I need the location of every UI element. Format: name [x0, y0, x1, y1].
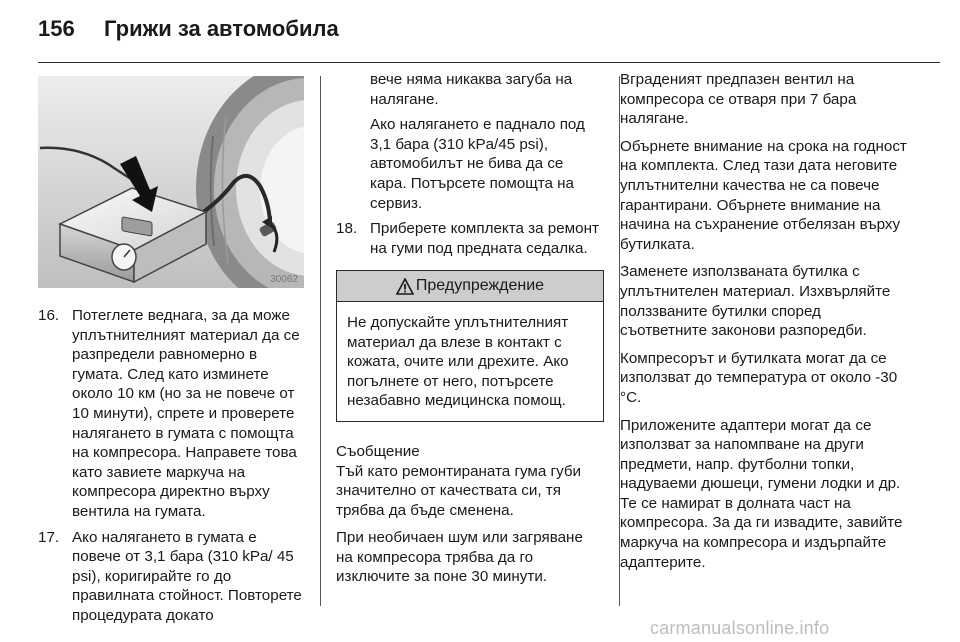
paragraph-text: Ако налягането е паднало под 3,1 бара (310 kPa/45 psi), автомобилът не бива да се кара. Потърсете помощта на сервиз. [370, 116, 585, 212]
paragraph: Вграденият предпазен вентил на компресора се отваря при 7 бара налягане. [620, 71, 857, 128]
paragraph: Компресорът и бутилката могат да се използват до температура от около -30 °C. [620, 349, 898, 406]
warning-triangle-icon [396, 278, 414, 295]
step-17-continued [336, 70, 602, 109]
paragraph: Заменете използваната бутилка с уплътнителен материал. Изхвърляйте полззваните бутилки според съответните законови разпоредби. [620, 263, 891, 340]
warning-title: Предупреждение [415, 277, 545, 295]
column-3 [620, 70, 910, 580]
compressor-illustration [38, 76, 304, 288]
watermark: carmanualsonline.info [650, 618, 830, 638]
pressure-drop-paragraph [336, 115, 602, 213]
step-text: Потеглете веднага, за да може уплътнителният материал да се разпредели равномерно в гумата. След като изминете около 10 км (но за не повече от 10 минути), спрете и проверете налягането в гумата с помощта на компресора. Направете това като завиете маркуча на компресора директно върху вентила на гумата. [72, 307, 300, 520]
step-number: 18. [336, 220, 358, 238]
step-text: Приберете комплекта за ремонт на гуми под предната седалка. [370, 220, 599, 257]
step-number: 17. [38, 528, 60, 546]
step-17 [38, 528, 304, 626]
note-title: Съобщение [336, 442, 420, 460]
warning-box [336, 270, 604, 422]
column-divider-1 [320, 76, 321, 606]
step-16 [38, 306, 304, 522]
noise-paragraph: При необичаен шум или загряване на компресора трябва да го изключите за поне 30 минути. [336, 529, 583, 586]
step-18 [336, 219, 602, 258]
figure-number: 30062 [270, 274, 298, 285]
header-divider [38, 62, 940, 63]
compressor-tyre-drawing [38, 76, 304, 288]
page-header [38, 16, 339, 46]
column-1 [38, 306, 304, 632]
page-title: Грижи за автомобила [104, 16, 339, 41]
column-2 [336, 70, 602, 595]
page-number: 156 [38, 16, 75, 41]
warning-header [337, 271, 603, 302]
note-text: Тъй като ремонтираната гума губи значително от качествата си, тя трябва да бъде сменена. [336, 462, 582, 519]
step-number: 16. [38, 307, 60, 324]
paragraph: Обърнете внимание на срока на годност на комплекта. След тази дата неговите уплътнителни качества не са повече гарантирани. Обърнете внимание на начина на съхранение отбелязан върху бутилката. [620, 137, 907, 253]
step-text: вече няма никаква загуба на налягане. [370, 71, 573, 108]
step-text: Ако налягането в гумата е повече от 3,1 бара (310 kPa/ 45 psi), коригирайте го до правилната стойност. Повторете процедурата докато [72, 528, 302, 624]
paragraph: Приложените адаптери могат да се използват за напомпване на други предмети, напр. футболни топки, надуваеми дюшеци, гумени лодки и др. Те се намират в долната част на компресора. За да ги извадите, завийте маркуча на компресора и издърпайте адаптерите. [620, 416, 903, 571]
warning-text: Не допускайте уплътнителният материал да влезе в контакт с кожата, очите или дрехите. Ако погълнете от него, потърсете незабавно медицинска помощ. [347, 313, 569, 410]
